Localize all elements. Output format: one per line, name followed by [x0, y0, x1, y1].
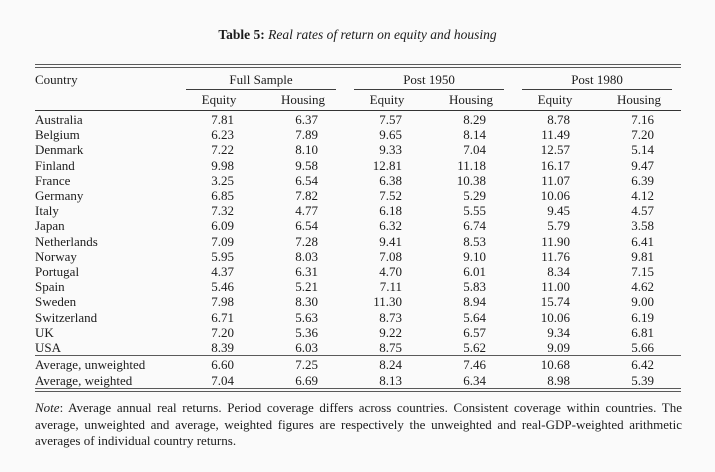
table-block [35, 64, 681, 392]
value-cell: 10.06 [540, 188, 571, 204]
country-label: France [35, 172, 71, 188]
value-cell: 5.66 [631, 340, 655, 356]
value-cell: 4.37 [211, 264, 234, 280]
value-cell: 3.25 [211, 172, 234, 188]
value-cell: 6.23 [211, 127, 234, 143]
table-row [35, 111, 681, 128]
group-label-full-sample: Full Sample [229, 72, 293, 87]
value-cell: 5.95 [211, 248, 234, 264]
value-cell: 6.57 [463, 324, 487, 340]
value-cell: 16.17 [540, 157, 571, 173]
country-label: USA [35, 340, 62, 356]
value-cell: 5.83 [463, 279, 487, 295]
value-cell: 7.20 [211, 324, 234, 340]
group-header-row [35, 68, 681, 90]
value-cell: 9.47 [631, 157, 655, 173]
value-cell: 9.65 [379, 127, 403, 143]
table-row [35, 264, 681, 279]
value-cell: 11.00 [541, 279, 571, 295]
value-cell: 4.62 [631, 279, 655, 295]
table-row [35, 340, 681, 356]
value-cell: 6.19 [631, 309, 655, 325]
value-cell: 7.20 [631, 127, 655, 143]
subheader-equity-post-1950: Equity [345, 90, 429, 111]
value-cell: 5.36 [295, 324, 319, 340]
value-cell: 8.39 [211, 340, 234, 356]
value-cell: 8.73 [379, 309, 403, 325]
value-cell: 11.49 [541, 127, 571, 143]
table-header [35, 68, 681, 111]
value-cell: 3.58 [631, 218, 655, 234]
value-cell: 7.09 [211, 233, 234, 249]
value-cell: 6.39 [631, 172, 655, 188]
group-header-full-sample [177, 68, 345, 90]
value-cell: 7.16 [631, 112, 655, 127]
value-cell: 8.34 [547, 264, 571, 280]
table-row [35, 173, 681, 188]
value-cell: 6.37 [295, 112, 319, 127]
value-cell: 6.69 [295, 372, 319, 388]
returns-table [35, 68, 681, 388]
value-cell: 6.74 [463, 218, 487, 234]
value-cell: 5.64 [463, 309, 487, 325]
value-cell: 7.57 [379, 112, 403, 127]
summary-rows [35, 356, 681, 389]
table-row [35, 234, 681, 249]
value-cell: 6.03 [295, 340, 319, 356]
country-label: Belgium [35, 127, 80, 143]
value-cell: 6.38 [379, 172, 403, 188]
value-cell: 9.22 [379, 324, 403, 340]
subheader-equity-post-1980: Equity [513, 90, 597, 111]
value-cell: 8.24 [345, 356, 429, 373]
value-cell: 11.90 [541, 233, 571, 249]
value-cell: 9.98 [211, 157, 234, 173]
value-cell: 11.30 [373, 294, 403, 310]
value-cell: 4.77 [295, 203, 319, 219]
value-cell: 8.29 [463, 112, 487, 127]
value-cell: 7.32 [211, 203, 234, 219]
country-label: Japan [35, 218, 65, 234]
value-cell: 7.08 [379, 248, 403, 264]
value-cell: 6.18 [379, 203, 403, 219]
value-cell: 5.46 [211, 279, 234, 295]
value-cell: 12.57 [540, 142, 571, 158]
value-cell: 7.15 [631, 264, 655, 280]
value-cell: 7.89 [295, 127, 319, 143]
value-cell: 6.01 [463, 264, 487, 280]
country-label: Spain [35, 279, 65, 295]
table-note [35, 400, 682, 450]
value-cell: 6.34 [463, 372, 487, 388]
country-label: Italy [35, 203, 59, 219]
country-rows [35, 111, 681, 356]
value-cell: 7.04 [211, 372, 234, 388]
value-cell: 5.29 [463, 188, 487, 204]
value-cell: 7.81 [211, 112, 234, 127]
table-row [35, 203, 681, 218]
value-cell: 8.78 [547, 112, 571, 127]
bottom-double-rule [35, 388, 681, 392]
country-label: Denmark [35, 142, 84, 158]
value-cell: 9.33 [379, 142, 403, 158]
value-cell: 6.09 [211, 218, 234, 234]
value-cell: 5.21 [295, 279, 319, 295]
value-cell: 8.94 [463, 294, 487, 310]
value-cell: 8.75 [379, 340, 403, 356]
value-cell: 7.04 [463, 142, 487, 158]
value-cell: 6.54 [295, 218, 319, 234]
table-row [35, 142, 681, 157]
value-cell: 6.42 [597, 356, 681, 373]
table-row [35, 294, 681, 309]
value-cell: 5.55 [463, 203, 487, 219]
value-cell: 8.14 [463, 127, 487, 143]
value-cell: 4.57 [631, 203, 655, 219]
value-cell: 7.46 [429, 356, 513, 373]
value-cell: 10.06 [540, 309, 571, 325]
table-title-caption: Real rates of return on equity and housing [268, 27, 497, 42]
value-cell: 6.54 [295, 172, 319, 188]
value-cell: 9.58 [295, 157, 319, 173]
group-label-post-1980: Post 1980 [571, 72, 623, 87]
value-cell: 6.41 [631, 233, 655, 249]
value-cell: 8.53 [463, 233, 487, 249]
value-cell: 5.39 [631, 372, 655, 388]
value-cell: 9.34 [547, 324, 571, 340]
value-cell: 6.81 [631, 324, 655, 340]
group-header-post-1950 [345, 68, 513, 90]
country-label: Germany [35, 188, 84, 204]
subheader-equity-full-sample: Equity [177, 90, 261, 111]
group-label-post-1950: Post 1950 [403, 72, 455, 87]
value-cell: 5.14 [631, 142, 655, 158]
summary-row [35, 373, 681, 389]
country-column-header: Country [35, 68, 177, 111]
table-row [35, 188, 681, 203]
value-cell: 7.52 [379, 188, 403, 204]
value-cell: 8.13 [379, 372, 403, 388]
country-label: Australia [35, 112, 83, 127]
value-cell: 11.07 [541, 172, 571, 188]
value-cell: 7.82 [295, 188, 319, 204]
subheader-housing-post-1950: Housing [429, 90, 513, 111]
value-cell: 7.11 [379, 279, 403, 295]
value-cell: 4.70 [379, 264, 403, 280]
country-label: Finland [35, 157, 75, 173]
value-cell: 5.79 [547, 218, 571, 234]
value-cell: 7.98 [211, 294, 234, 310]
value-cell: 9.10 [463, 248, 487, 264]
value-cell: 9.41 [379, 233, 403, 249]
value-cell: 6.60 [177, 356, 261, 373]
value-cell: 6.32 [379, 218, 403, 234]
value-cell: 9.81 [631, 248, 655, 264]
table-row [35, 127, 681, 142]
country-label: Sweden [35, 294, 77, 310]
note-text: : Average annual real returns. Period coverage differs across countries. Consistent coverage within countries. The average, unweighted and average, weighted figures are respectively the unweighted and real-GDP-weighted arithmetic averages of individual country returns. [35, 400, 682, 449]
value-cell: 8.03 [295, 248, 319, 264]
table-row [35, 249, 681, 264]
value-cell: 4.12 [631, 188, 655, 204]
table-title [0, 0, 715, 43]
subheader-housing-full-sample: Housing [261, 90, 345, 111]
value-cell: 7.25 [261, 356, 345, 373]
value-cell: 6.31 [295, 264, 319, 280]
country-label: UK [35, 324, 54, 340]
table-title-label: Table 5: [218, 27, 265, 42]
country-label: Average, unweighted [35, 356, 177, 373]
value-cell: 11.18 [457, 157, 487, 173]
value-cell: 9.00 [631, 294, 655, 310]
value-cell: 11.76 [541, 248, 571, 264]
country-label: Portugal [35, 264, 80, 280]
note-label: Note [35, 400, 60, 416]
value-cell: 6.85 [211, 188, 234, 204]
value-cell: 7.22 [211, 142, 234, 158]
value-cell: 8.98 [547, 372, 571, 388]
value-cell: 15.74 [540, 294, 571, 310]
value-cell: 8.10 [295, 142, 319, 158]
value-cell: 5.62 [463, 340, 487, 356]
country-label: Netherlands [35, 233, 98, 249]
value-cell: 9.45 [547, 203, 571, 219]
table-row [35, 310, 681, 325]
table-row [35, 218, 681, 233]
country-label: Norway [35, 248, 77, 264]
table-row [35, 279, 681, 294]
table-row [35, 158, 681, 173]
value-cell: 8.30 [295, 294, 319, 310]
country-label: Average, weighted [35, 372, 133, 388]
value-cell: 5.63 [295, 309, 319, 325]
table-row [35, 325, 681, 340]
subheader-housing-post-1980: Housing [597, 90, 681, 111]
value-cell: 9.09 [547, 340, 571, 356]
group-header-post-1980 [513, 68, 681, 90]
value-cell: 6.71 [211, 309, 234, 325]
value-cell: 10.68 [513, 356, 597, 373]
value-cell: 7.28 [295, 233, 319, 249]
value-cell: 12.81 [372, 157, 403, 173]
summary-row [35, 356, 681, 373]
value-cell: 10.38 [456, 172, 487, 188]
country-label: Switzerland [35, 309, 98, 325]
